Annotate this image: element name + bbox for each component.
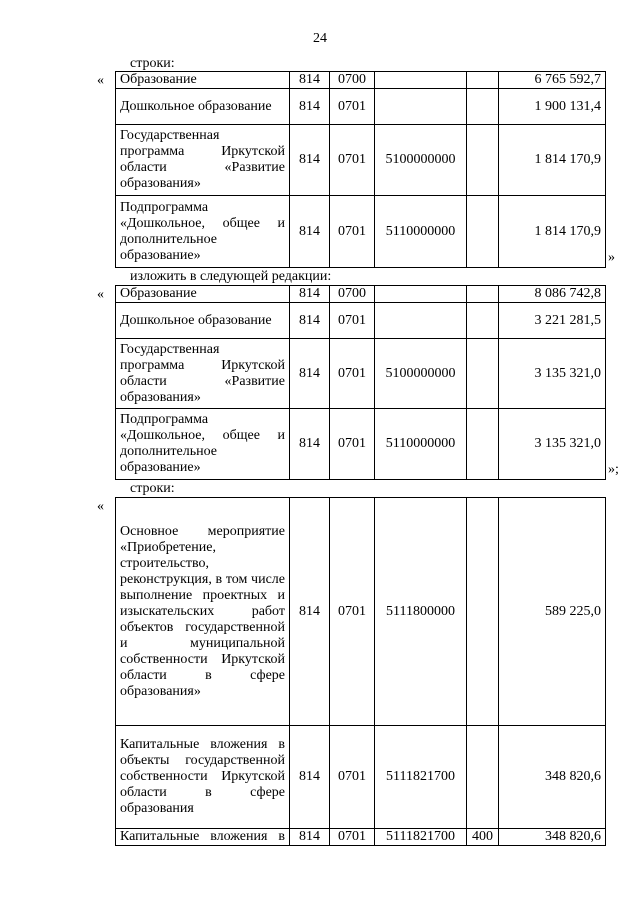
row-ved: 814 bbox=[290, 125, 330, 196]
replace-intro-label: изложить в следующей редакции: bbox=[130, 269, 332, 284]
row-ved: 814 bbox=[290, 196, 330, 268]
row-sum: 3 135 321,0 bbox=[499, 339, 606, 409]
row-sum: 348 820,6 bbox=[499, 726, 606, 829]
row-name: Подпрограмма «Дошкольное, общее и дополнительное образование» bbox=[116, 409, 290, 480]
table-row bbox=[116, 303, 606, 339]
row-name: Основное мероприятие «Приобретение, строительство, реконструкция, в том числе выполнение проектных и изыскательских работ объектов государственной и муниципальной собственности Иркутской области в сфере образования» bbox=[116, 498, 290, 726]
row-name: Дошкольное образование bbox=[116, 89, 290, 125]
row-sum: 348 820,6 bbox=[499, 829, 606, 846]
row-sum: 589 225,0 bbox=[499, 498, 606, 726]
row-sum: 6 765 592,7 bbox=[499, 72, 606, 89]
row-csr bbox=[375, 72, 467, 89]
row-ved: 814 bbox=[290, 726, 330, 829]
open-quote: « bbox=[97, 287, 104, 302]
row-sum: 1 900 131,4 bbox=[499, 89, 606, 125]
row-name: Капитальные вложения в объекты государственной собственности Иркутской области в сфере образования bbox=[116, 726, 290, 829]
row-name: Образование bbox=[116, 72, 290, 89]
row-name: Подпрограмма «Дошкольное, общее и дополнительное образование» bbox=[116, 196, 290, 268]
row-rz: 0701 bbox=[330, 339, 375, 409]
rows-intro-label: строки: bbox=[130, 56, 175, 71]
row-sum: 1 814 170,9 bbox=[499, 125, 606, 196]
budget-table-new bbox=[115, 285, 606, 480]
budget-table-current bbox=[115, 71, 606, 268]
table-row bbox=[116, 409, 606, 480]
table-row bbox=[116, 286, 606, 303]
row-rz: 0700 bbox=[330, 72, 375, 89]
table-row bbox=[116, 829, 606, 846]
row-rz: 0701 bbox=[330, 303, 375, 339]
row-vr bbox=[467, 303, 499, 339]
row-ved: 814 bbox=[290, 286, 330, 303]
row-ved: 814 bbox=[290, 409, 330, 480]
row-name: Государственная программа Иркутской области «Развитие образования» bbox=[116, 339, 290, 409]
row-vr bbox=[467, 196, 499, 268]
page-number: 24 bbox=[313, 31, 327, 46]
open-quote: « bbox=[97, 73, 104, 88]
row-csr: 5110000000 bbox=[375, 409, 467, 480]
row-name: Дошкольное образование bbox=[116, 303, 290, 339]
row-rz: 0701 bbox=[330, 829, 375, 846]
row-sum: 1 814 170,9 bbox=[499, 196, 606, 268]
row-rz: 0701 bbox=[330, 498, 375, 726]
row-rz: 0701 bbox=[330, 125, 375, 196]
row-ved: 814 bbox=[290, 498, 330, 726]
row-csr bbox=[375, 303, 467, 339]
row-rz: 0701 bbox=[330, 409, 375, 480]
row-vr: 400 bbox=[467, 829, 499, 846]
row-name: Государственная программа Иркутской области «Развитие образования» bbox=[116, 125, 290, 196]
row-csr: 5100000000 bbox=[375, 339, 467, 409]
row-rz: 0700 bbox=[330, 286, 375, 303]
table-row bbox=[116, 339, 606, 409]
row-ved: 814 bbox=[290, 339, 330, 409]
table-row bbox=[116, 196, 606, 268]
row-rz: 0701 bbox=[330, 89, 375, 125]
row-sum: 3 135 321,0 bbox=[499, 409, 606, 480]
close-quote-semicolon: »; bbox=[608, 462, 619, 477]
row-vr bbox=[467, 89, 499, 125]
row-vr bbox=[467, 339, 499, 409]
budget-table-rows bbox=[115, 497, 606, 846]
table-row bbox=[116, 72, 606, 89]
row-ved: 814 bbox=[290, 303, 330, 339]
row-sum: 8 086 742,8 bbox=[499, 286, 606, 303]
row-ved: 814 bbox=[290, 829, 330, 846]
rows-intro-label: строки: bbox=[130, 481, 175, 496]
close-quote: » bbox=[608, 250, 615, 265]
row-vr bbox=[467, 409, 499, 480]
row-vr bbox=[467, 726, 499, 829]
row-rz: 0701 bbox=[330, 726, 375, 829]
row-sum: 3 221 281,5 bbox=[499, 303, 606, 339]
row-vr bbox=[467, 125, 499, 196]
table-row bbox=[116, 125, 606, 196]
row-ved: 814 bbox=[290, 89, 330, 125]
row-name: Образование bbox=[116, 286, 290, 303]
row-csr: 5111800000 bbox=[375, 498, 467, 726]
row-csr: 5100000000 bbox=[375, 125, 467, 196]
row-name: Капитальные вложения в bbox=[116, 829, 290, 846]
table-row bbox=[116, 726, 606, 829]
table-row bbox=[116, 89, 606, 125]
row-csr: 5110000000 bbox=[375, 196, 467, 268]
row-csr: 5111821700 bbox=[375, 726, 467, 829]
table-row bbox=[116, 498, 606, 726]
row-rz: 0701 bbox=[330, 196, 375, 268]
row-csr: 5111821700 bbox=[375, 829, 467, 846]
row-vr bbox=[467, 72, 499, 89]
row-vr bbox=[467, 286, 499, 303]
row-vr bbox=[467, 498, 499, 726]
row-ved: 814 bbox=[290, 72, 330, 89]
row-csr bbox=[375, 89, 467, 125]
open-quote: « bbox=[97, 499, 104, 514]
row-csr bbox=[375, 286, 467, 303]
